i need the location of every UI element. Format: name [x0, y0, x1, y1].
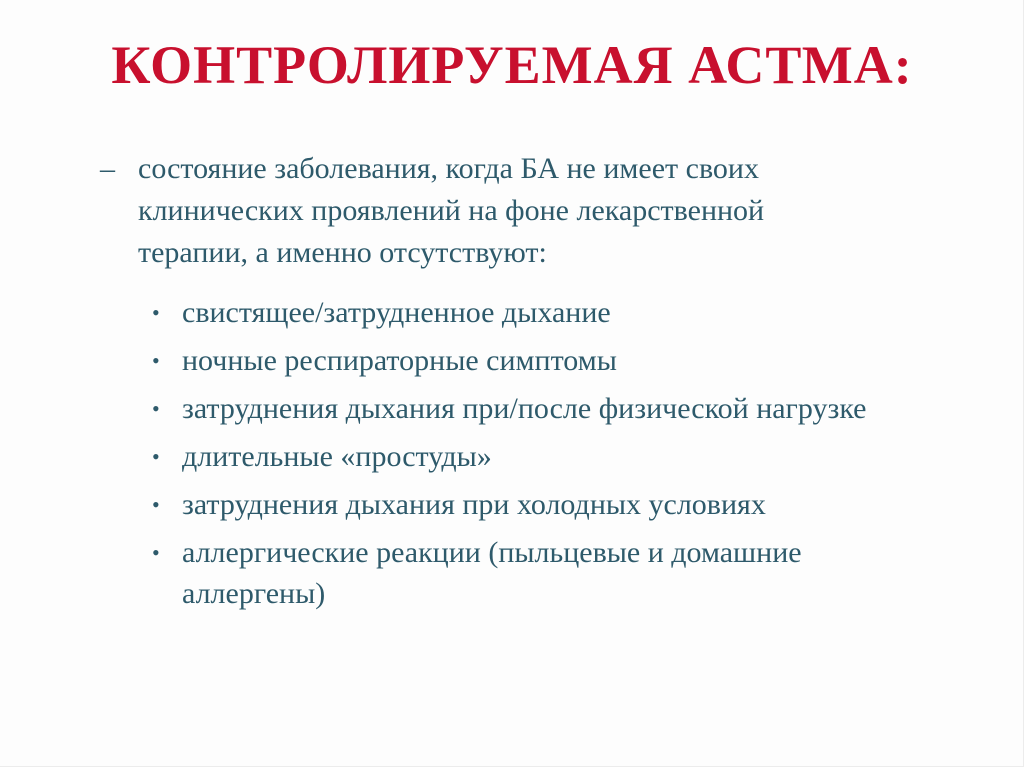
bullet-icon: • [152, 300, 160, 325]
list-item [152, 388, 912, 429]
definition-paragraph [100, 148, 880, 274]
list-item [152, 532, 912, 614]
list-item [152, 292, 912, 333]
dash-marker: – [100, 152, 115, 185]
definition-text: состояние заболевания, когда БА не имеет своих клинических проявлений на фоне лекарственной терапии, а именно отсутствуют: [138, 152, 765, 269]
bullet-icon: • [152, 540, 160, 565]
slide-title: КОНТРОЛИРУЕМАЯ АСТМА: [111, 35, 913, 95]
bullet-icon: • [152, 492, 160, 517]
bullet-icon: • [152, 444, 160, 469]
list-item-text: аллергические реакции (пыльцевые и домашние аллергены) [182, 536, 802, 610]
list-item-text: затруднения дыхания при холодных условиях [182, 488, 766, 521]
symptom-list [152, 292, 912, 621]
list-item-text: свистящее/затрудненное дыхание [182, 296, 611, 329]
list-item-text: длительные «простуды» [182, 440, 492, 473]
list-item [152, 340, 912, 381]
list-item [152, 436, 912, 477]
bullet-icon: • [152, 396, 160, 421]
list-item [152, 484, 912, 525]
bullet-icon: • [152, 348, 160, 373]
list-item-text: ночные респираторные симптомы [182, 344, 617, 377]
list-item-text: затруднения дыхания при/после физической нагрузке [182, 392, 867, 425]
